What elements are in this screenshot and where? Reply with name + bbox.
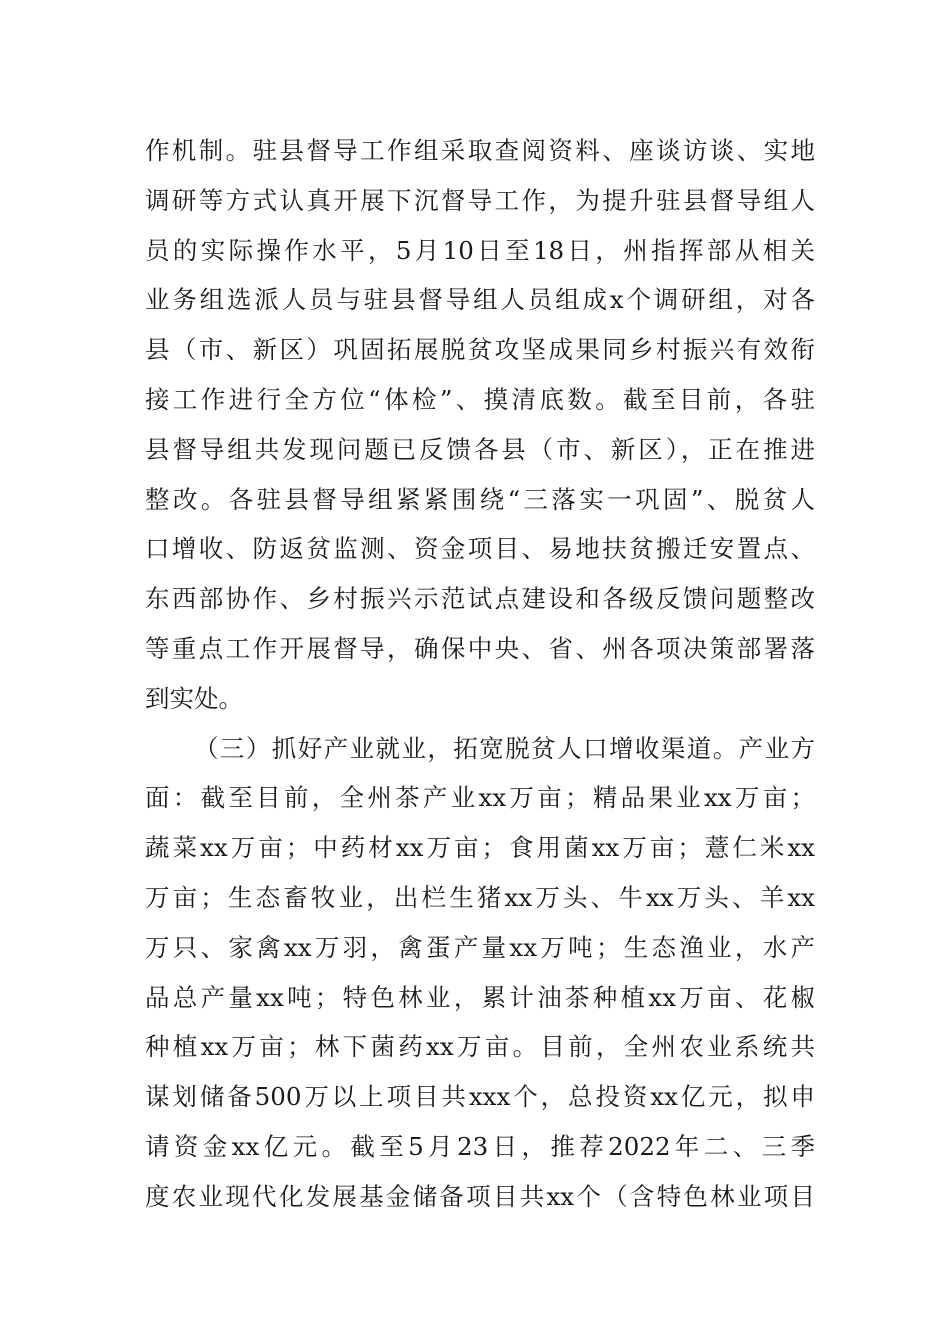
text-line: 面：截至目前，全州茶产业xx万亩；精品果业xx万亩； <box>145 783 815 813</box>
text-line: 等重点工作开展督导，确保中央、省、州各项决策部署落 <box>145 633 815 663</box>
text-line: 员的实际操作水平，5月10日至18日，州指挥部从相关 <box>145 235 815 265</box>
text-line: 种植xx万亩；林下菌药xx万亩。目前，全州农业系统共 <box>145 1032 815 1062</box>
text-line: 整改。各驻县督导组紧紧围绕“三落实一巩固”、脱贫人 <box>145 484 815 514</box>
text-line: 县督导组共发现问题已反馈各县（市、新区），正在推进 <box>145 434 815 464</box>
text-line: 万亩；生态畜牧业，出栏生猪xx万头、牛xx万头、羊xx <box>145 882 815 912</box>
text-line: 蔬菜xx万亩；中药材xx万亩；食用菌xx万亩；薏仁米xx <box>145 833 815 863</box>
text-line: 口增收、防返贫监测、资金项目、易地扶贫搬迁安置点、 <box>145 534 815 564</box>
text-line: 品总产量xx吨；特色林业，累计油茶种植xx万亩、花椒 <box>145 982 815 1012</box>
text-line: 县（市、新区）巩固拓展脱贫攻坚成果同乡村振兴有效衔 <box>145 335 815 365</box>
text-line: 万只、家禽xx万羽，禽蛋产量xx万吨；生态渔业，水产 <box>145 932 815 962</box>
text-line: 东西部协作、乡村振兴示范试点建设和各级反馈问题整改 <box>145 584 815 614</box>
text-line-last: 到实处。 <box>145 683 243 713</box>
section-heading-line: （三）抓好产业就业，拓宽脱贫人口增收渠道。产业方 <box>194 733 815 763</box>
text-line: 谋划储备500万以上项目共xxx个，总投资xx亿元，拟申 <box>145 1082 815 1112</box>
text-line: 度农业现代化发展基金储备项目共xx个（含特色林业项目 <box>145 1181 815 1211</box>
text-line: 业务组选派人员与驻县督导组人员组成x个调研组，对各 <box>145 285 815 315</box>
paragraph-section-three <box>145 724 815 1222</box>
paragraph-continued <box>145 126 815 724</box>
text-line: 作机制。驻县督导工作组采取查阅资料、座谈访谈、实地 <box>145 136 815 165</box>
text-line: 接工作进行全方位“体检”、摸清底数。截至目前，各驻 <box>145 384 815 414</box>
document-body <box>145 126 815 1222</box>
text-line: 调研等方式认真开展下沉督导工作，为提升驻县督导组人 <box>145 185 815 215</box>
text-line: 请资金xx亿元。截至5月23日，推荐2022年二、三季 <box>145 1131 815 1161</box>
